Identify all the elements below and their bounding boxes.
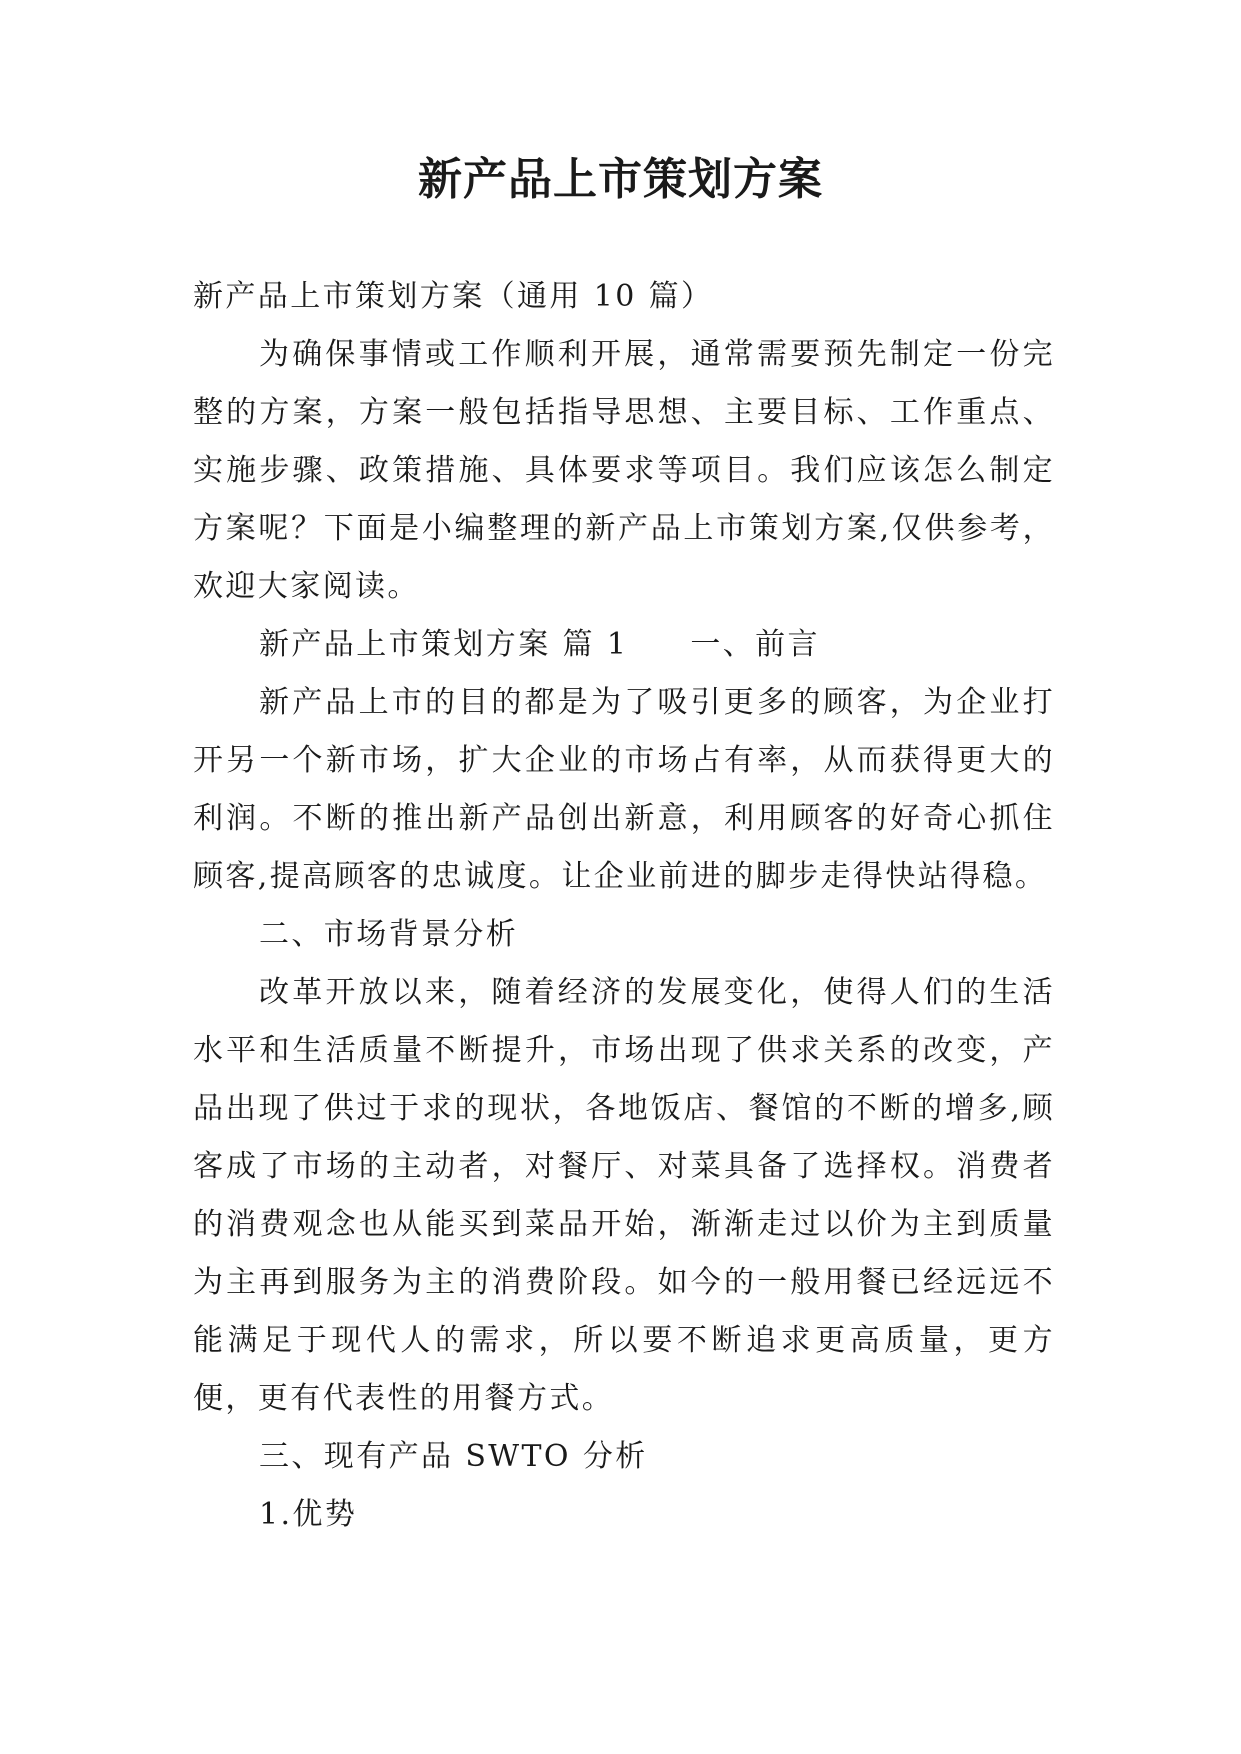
document-title: 新产品上市策划方案 [418,154,823,205]
market-background-paragraph: 改革开放以来，随着经济的发展变化，使得人们的生活水平和生活质量不断提升，市场出现了供求关系的改变，产品出现了供过于求的现状，各地饭店、餐馆的不断的增多,顾客成了市场的主动者，对餐厅、对菜具备了选择权。消费者的消费观念也从能买到菜品开始，渐渐走过以价为主到质量为主再到服务为主的消费阶段。如今的一般用餐已经远远不能满足于现代人的需求，所以要不断追求更高质量，更方便，更有代表性的用餐方式。 [193,975,1055,1416]
document-body [193,268,1055,1544]
intro-paragraph: 为确保事情或工作顺利开展，通常需要预先制定一份完整的方案，方案一般包括指导思想、主要目标、工作重点、实施步骤、政策措施、具体要求等项目。我们应该怎么制定方案呢？下面是小编整理的新产品上市策划方案,仅供参考，欢迎大家阅读。 [193,337,1055,604]
item-heading-strengths: 1.优势 [259,1497,358,1532]
preface-paragraph: 新产品上市的目的都是为了吸引更多的顾客，为企业打开另一个新市场，扩大企业的市场占有率，从而获得更大的利润。不断的推出新产品创出新意，利用顾客的好奇心抓住顾客,提高顾客的忠诚度。让企业前进的脚步走得快站得稳。 [193,685,1055,894]
chapter-heading-line [193,616,1055,674]
section-heading-preface: 一、前言 [690,627,820,662]
section-heading-swot: 三、现有产品 SWTO 分析 [259,1439,648,1474]
document-subtitle: 新产品上市策划方案（通用 10 篇） [193,279,714,314]
section-heading-market-background: 二、市场背景分析 [259,917,519,952]
chapter-heading: 新产品上市策划方案 篇 1 [259,627,629,662]
